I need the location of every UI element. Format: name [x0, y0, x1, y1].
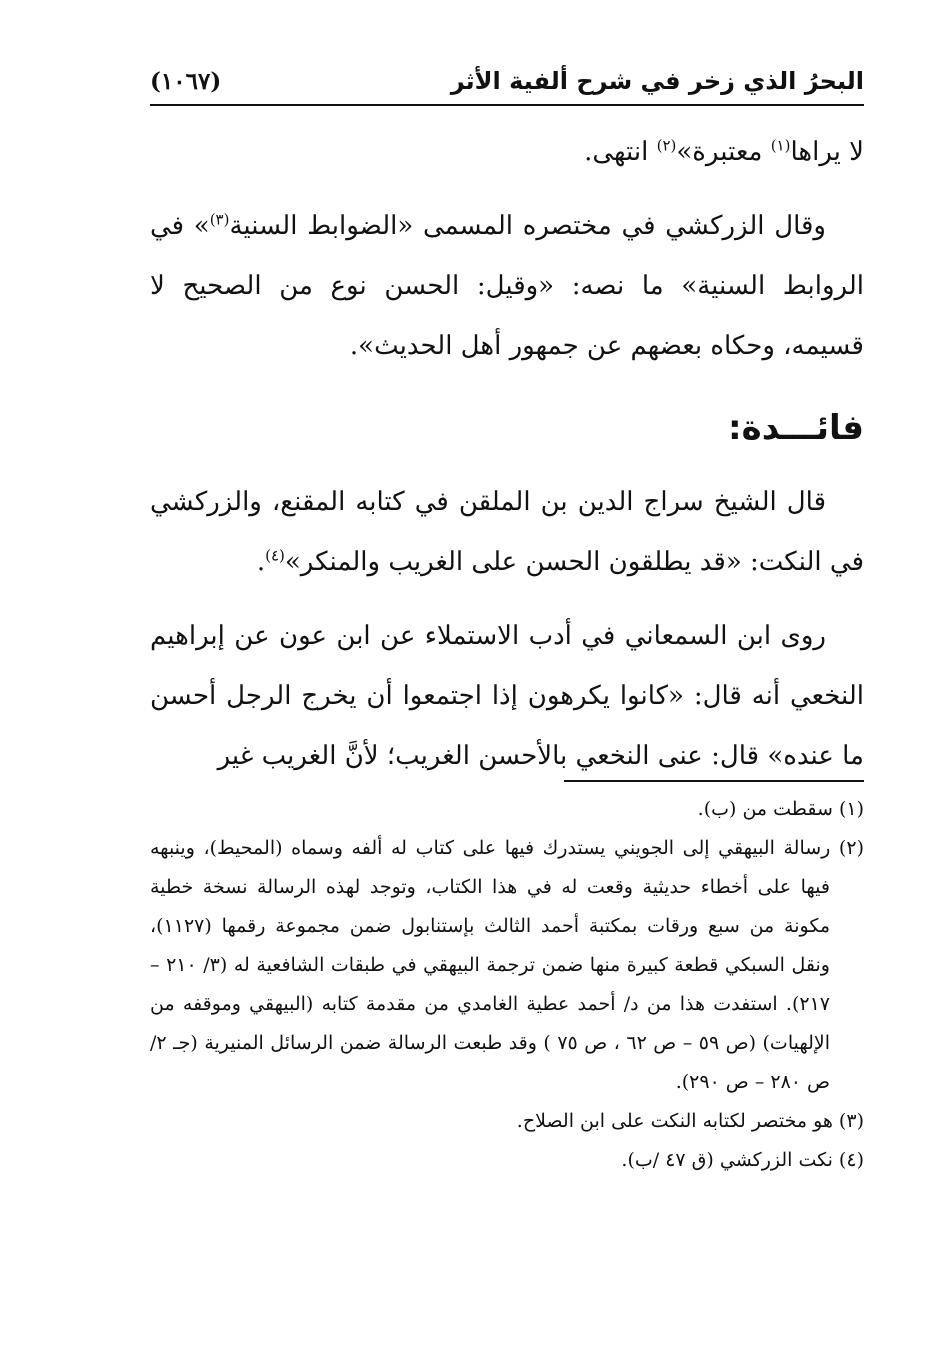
footnote-2: (٢) رسالة البيهقي إلى الجويني يستدرك فيها على كتاب له ألفه وسماه (المحيط)، وينبهه فيها على أخطاء حديثية وقعت له في هذا الكتاب، وتوجد لهذه الرسالة نسخة خطية مكونة من سبع ورقات بمكتبة أحمد الثالث بإستنابول ضمن مجموعة رقمها (١١٢٧)، ونقل السبكي قطعة كبيرة منها ضمن ترجمة البيهقي في طبقات الشافعية له (٣/ ٢١٠ – ٢١٧). استفدت هذا من د/ أحمد عطية الغامدي من مقدمة كتابه (البيهقي وموقفه من الإلهيات) (ص ٥٩ – ص ٦٢ ، ص ٧٥ ) وقد طبعت الرسالة ضمن الرسائل المنيرية (جـ ٢/ ص ٢٨٠ – ص ٢٩٠).	[150, 837, 864, 1093]
paragraph-3	[150, 472, 864, 592]
paragraph-1-end: انتهى.	[584, 137, 657, 167]
paragraph-3-end: .	[256, 547, 266, 577]
footnote-4: (٤) نكت الزركشي (ق ٤٧ /ب).	[621, 1149, 864, 1171]
paragraph-4: روى ابن السمعاني في أدب الاستملاء عن ابن عون عن إبراهيم النخعي أنه قال: «كانوا يكرهون إذا اجتمعوا أن يخرج الرجل أحسن ما عنده» قال: عنى النخعي بالأحسن الغريب؛ لأنَّ الغريب غير	[150, 621, 864, 771]
footnote-ref-2: (٢)	[656, 136, 677, 155]
paragraph-2-end: » في الروابط السنية» ما نصه: «وقيل: الحسن نوع من الصحيح لا قسيمه، وحكاه بعضهم عن جمهور أهل الحديث».	[150, 211, 864, 361]
paragraph-1-middle: معتبرة»	[676, 137, 771, 167]
paragraph-2-text: وقال الزركشي في مختصره المسمى «الضوابط السنية	[229, 211, 826, 241]
footnote-ref-4: (٤)	[265, 546, 285, 565]
section-heading: فائـــدة:	[728, 408, 864, 448]
footnote-separator	[564, 780, 864, 782]
footnotes	[150, 790, 864, 1180]
page-number: (١٠٦٧)	[150, 67, 222, 95]
paragraph-3-text: قال الشيخ سراج الدين بن الملقن في كتابه المقنع، والزركشي في النكت: «قد يطلقون الحسن على الغريب والمنكر»	[150, 487, 864, 577]
footnote-ref-3: (٣)	[209, 210, 230, 229]
paragraph-1-text: لا يراها	[790, 137, 864, 167]
footnote-1: (١) سقطت من (ب).	[697, 798, 864, 820]
paragraph-1	[150, 122, 864, 182]
running-header	[150, 58, 864, 106]
main-text	[150, 122, 864, 786]
book-title: البحرُ الذي زخر في شرح ألفية الأثر	[450, 67, 864, 95]
paragraph-2	[150, 196, 864, 376]
footnote-ref-1: (١)	[770, 136, 791, 155]
footnote-3: (٣) هو مختصر لكتابه النكت على ابن الصلاح.	[516, 1110, 864, 1132]
